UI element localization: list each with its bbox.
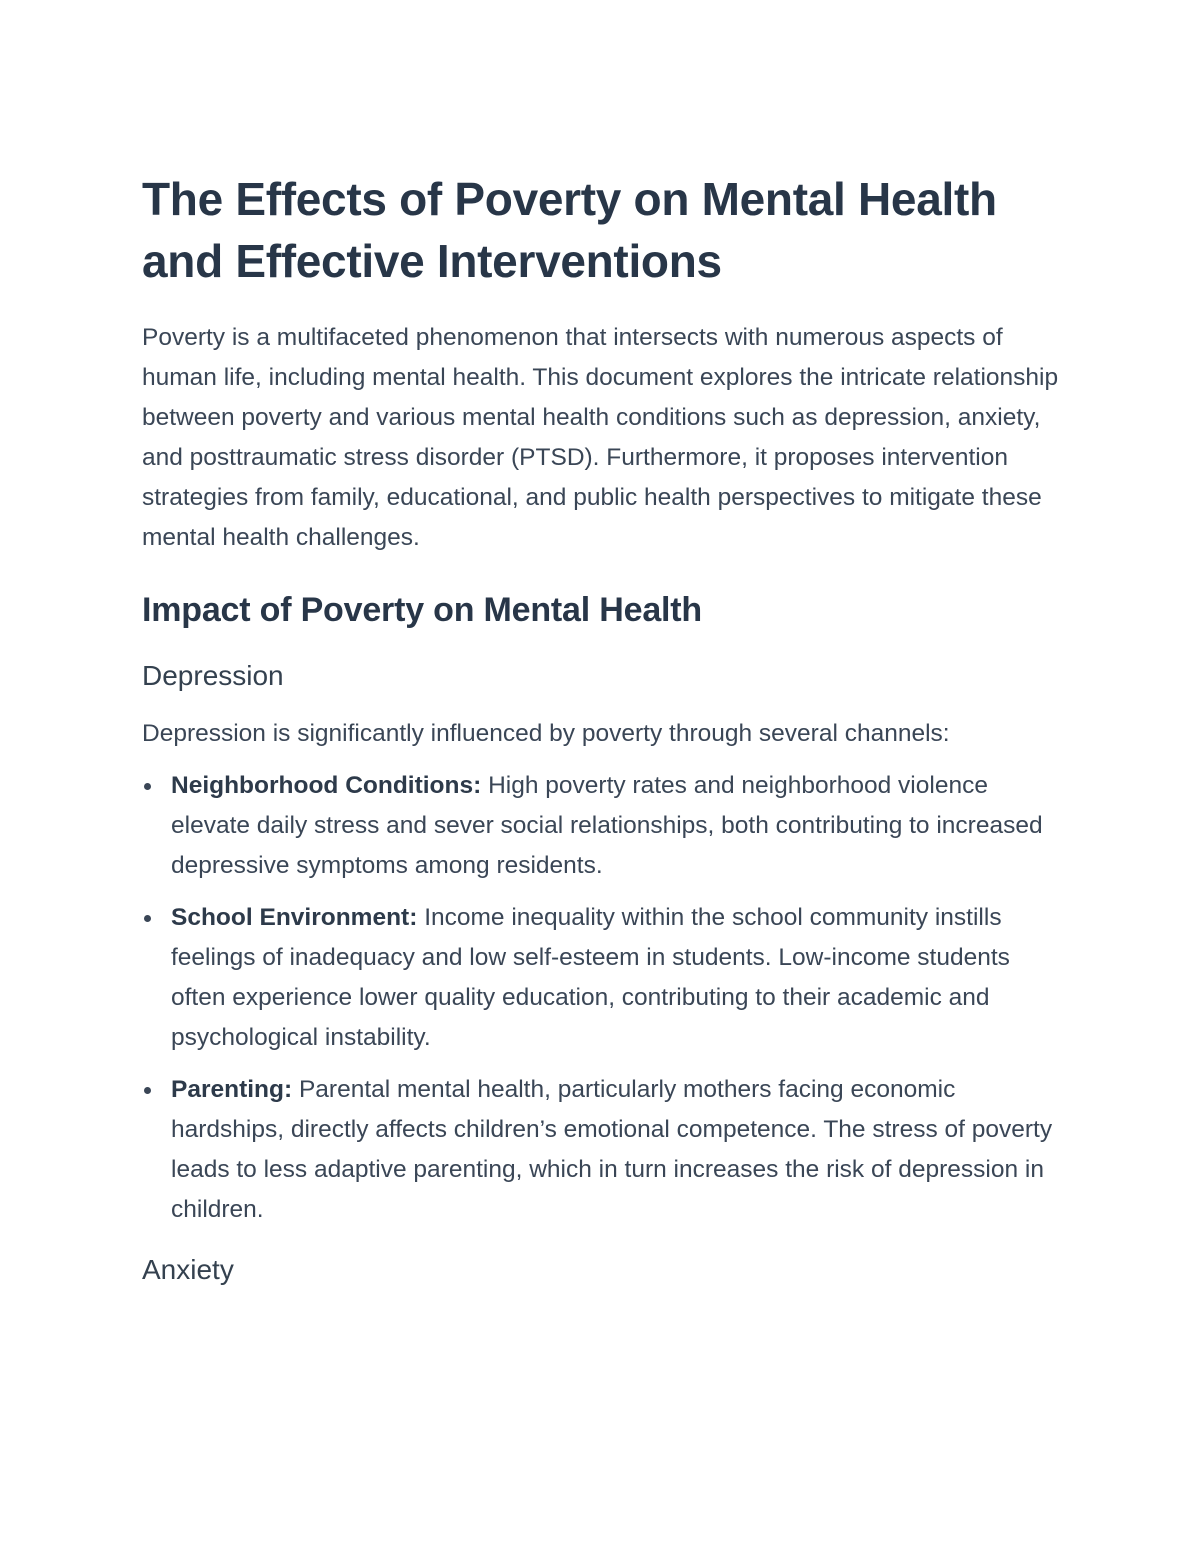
document-page: [142, 168, 1062, 1290]
list-item-text: Income inequality within the school community instills feelings of inadequacy and low self-esteem in students. Low-income students often experience lower quality education, contributing to their academic and psychological instability.: [171, 904, 1010, 1051]
section-heading-impact: Impact of Poverty on Mental Health: [142, 591, 702, 629]
list-item-text: High poverty rates and neighborhood violence elevate daily stress and sever social relationships, both contributing to increased depressive symptoms among residents.: [171, 772, 1043, 879]
list-item-term: Neighborhood Conditions:: [171, 772, 482, 799]
document-title: The Effects of Poverty on Mental Health and Effective Interventions: [142, 173, 997, 287]
depression-lead-paragraph: Depression is significantly influenced by poverty through several channels:: [142, 720, 950, 747]
bullet-icon: [144, 783, 151, 790]
depression-channel-list: [142, 766, 1062, 1230]
list-item-term: School Environment:: [171, 904, 418, 931]
list-item-term: Parenting:: [171, 1076, 293, 1103]
list-item-school-environment: [142, 898, 1062, 1058]
list-item-parenting: [142, 1070, 1062, 1230]
intro-paragraph: Poverty is a multifaceted phenomenon that intersects with numerous aspects of human life, including mental health. This document explores the intricate relationship between poverty and various mental health conditions such as depression, anxiety, and posttraumatic stress disorder (PTSD). Furthermore, it proposes intervention strategies from family, educational, and public health perspectives to mitigate these mental health challenges.: [142, 324, 1059, 551]
bullet-icon: [144, 915, 151, 922]
bullet-icon: [144, 1087, 151, 1094]
subsection-heading-anxiety: Anxiety: [142, 1254, 234, 1285]
list-item-neighborhood-conditions: [142, 766, 1062, 886]
list-item-text: Parental mental health, particularly mothers facing economic hardships, directly affects children’s emotional competence. The stress of poverty leads to less adaptive parenting, which in turn increases the risk of depression in children.: [171, 1076, 1053, 1223]
subsection-heading-depression: Depression: [142, 660, 284, 691]
